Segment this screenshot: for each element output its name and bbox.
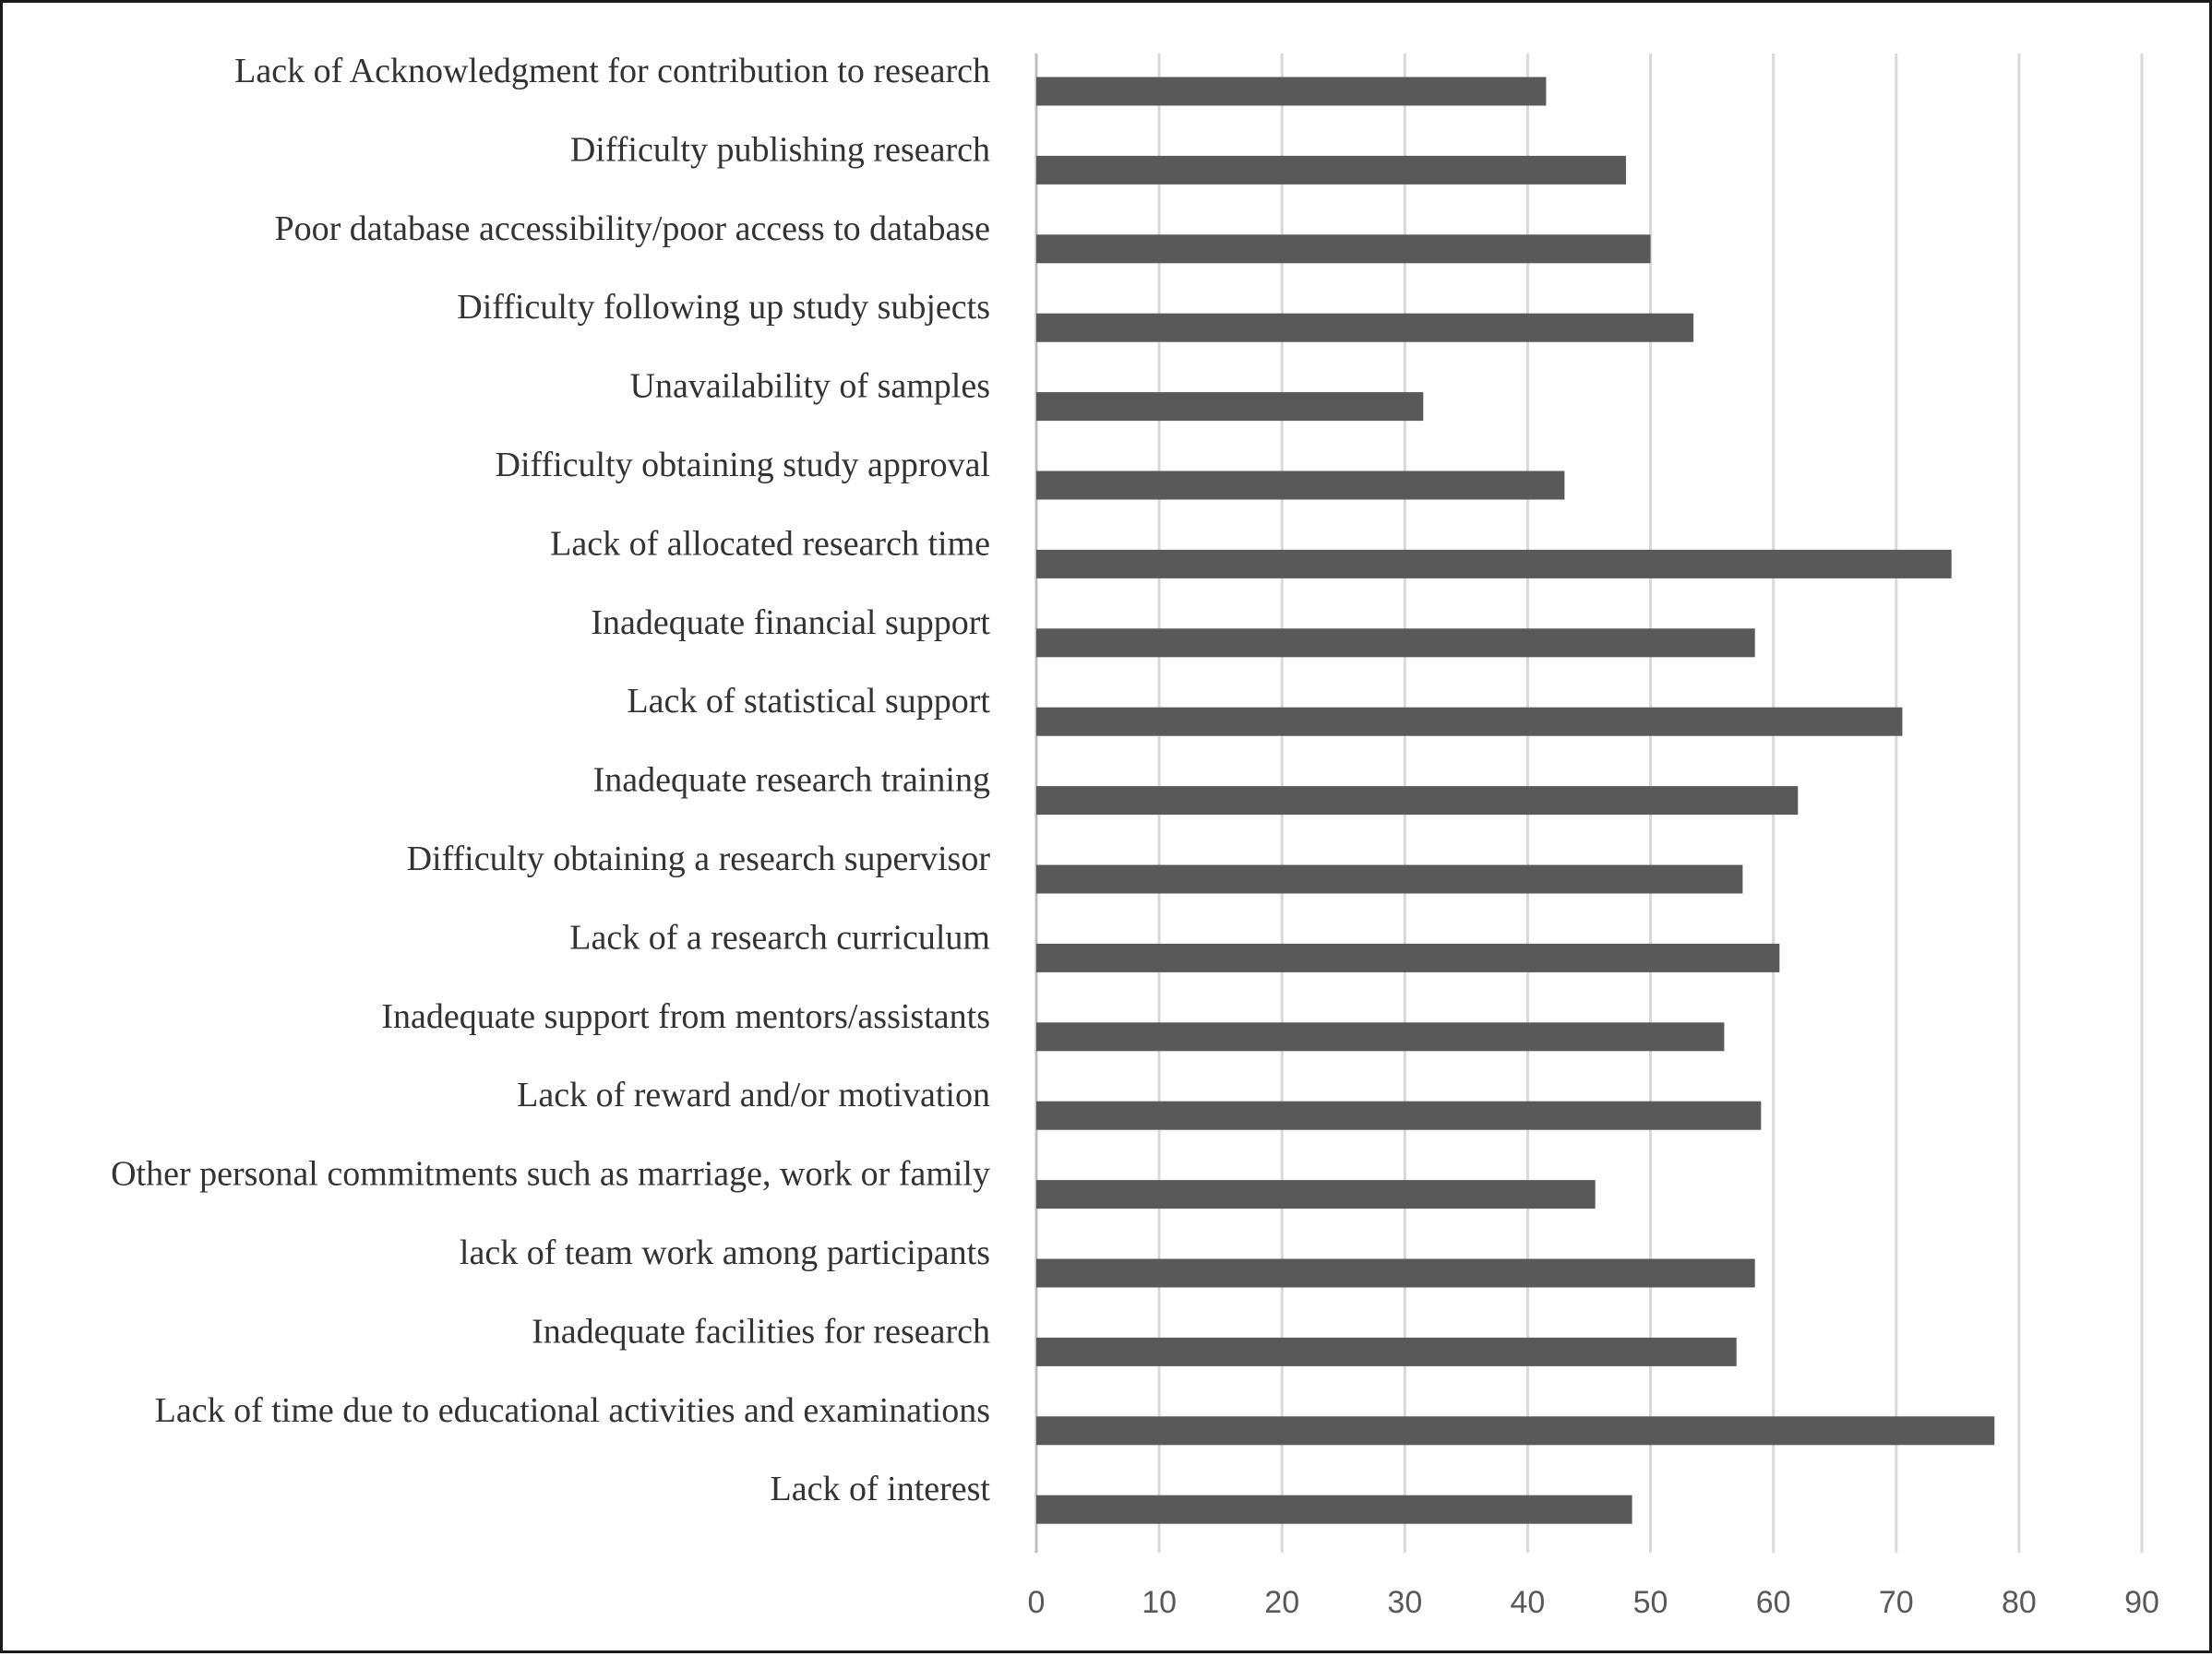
x-tick-label: 30 (1387, 1585, 1423, 1620)
bar (1036, 471, 1564, 500)
category-label: Lack of Acknowledgment for contribution to research (234, 52, 990, 90)
category-label: Inadequate facilities for research (532, 1312, 990, 1352)
category-label: Inadequate financial support (591, 602, 990, 642)
category-label: Difficulty obtaining a research supervisor (406, 840, 990, 878)
category-label: Lack of statistical support (627, 682, 990, 721)
category-label: Poor database accessibility/poor access to database (274, 208, 990, 248)
category-label: lack of team work among participants (459, 1233, 990, 1272)
x-tick-label: 50 (1632, 1585, 1668, 1620)
bar (1036, 865, 1742, 894)
bar (1036, 944, 1779, 972)
category-label: Lack of time due to educational activities and examinations (154, 1390, 990, 1430)
bar (1036, 628, 1755, 657)
category-label: Lack of reward and/or motivation (517, 1076, 990, 1115)
category-label: Inadequate support from mentors/assistants (381, 996, 990, 1036)
category-label: Difficulty following up study subjects (457, 288, 990, 328)
bar (1036, 1495, 1632, 1524)
bars (1036, 77, 1994, 1524)
bar (1036, 1022, 1724, 1051)
x-tick-label: 90 (2124, 1585, 2159, 1620)
bar (1036, 392, 1423, 421)
category-label: Unavailability of samples (629, 366, 990, 406)
bar-chart (3, 3, 2212, 1656)
category-label: Lack of allocated research time (550, 524, 990, 564)
bar (1036, 1338, 1737, 1366)
category-label: Lack of a research curriculum (569, 918, 990, 958)
bar (1036, 1180, 1596, 1209)
bar (1036, 708, 1902, 736)
bar (1036, 550, 1952, 578)
bar (1036, 77, 1546, 106)
category-label: Inadequate research training (592, 760, 990, 800)
x-tick-label: 10 (1142, 1585, 1178, 1620)
bar (1036, 1416, 1994, 1445)
x-tick-label: 60 (1755, 1585, 1791, 1620)
category-label: Lack of interest (770, 1470, 990, 1509)
x-tick-label: 20 (1264, 1585, 1300, 1620)
x-tick-label: 40 (1510, 1585, 1546, 1620)
bar (1036, 1259, 1755, 1288)
x-tick-label: 70 (1878, 1585, 1914, 1620)
x-tick-label: 80 (2001, 1585, 2037, 1620)
category-label: Difficulty obtaining study approval (495, 446, 990, 484)
category-label: Other personal commitments such as marriage, work or family (111, 1154, 990, 1194)
category-label: Difficulty publishing research (569, 130, 990, 170)
bar (1036, 786, 1798, 815)
bar (1036, 314, 1693, 342)
bar (1036, 156, 1626, 185)
bar (1036, 1102, 1761, 1130)
bar (1036, 234, 1651, 263)
x-axis-tick-labels (1028, 1585, 2159, 1620)
x-tick-label: 0 (1027, 1585, 1046, 1620)
category-labels (111, 52, 990, 1508)
